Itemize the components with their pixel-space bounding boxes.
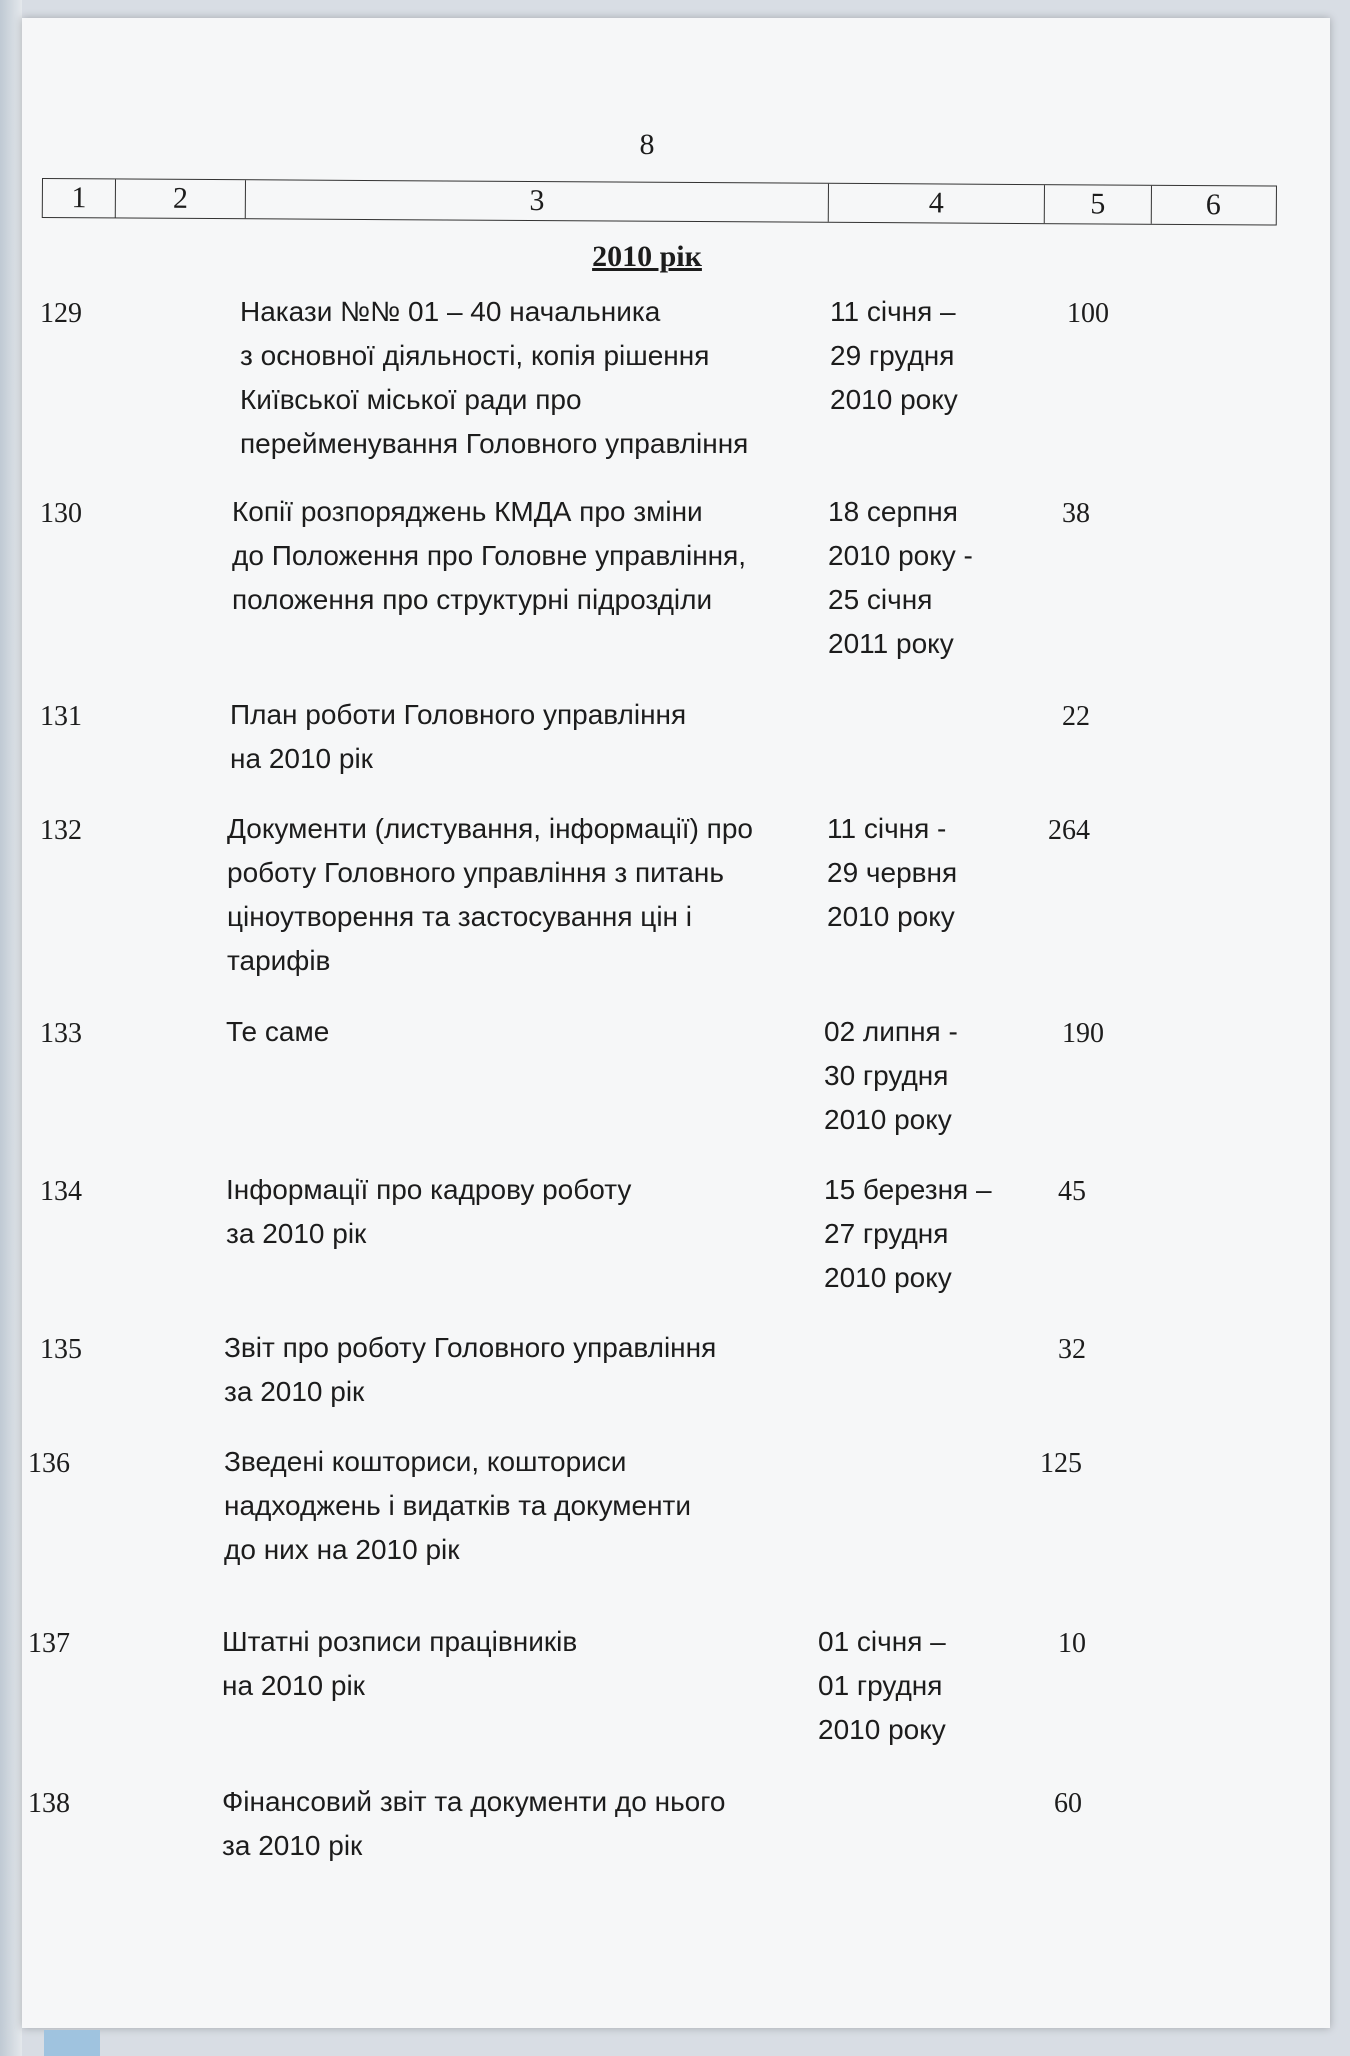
entry-title-line: за 2010 рік [226, 1218, 367, 1249]
entry-number: 136 [28, 1448, 70, 1479]
entry-title-line: Київської міської ради про [240, 384, 582, 415]
entry-sheet-count: 264 [1048, 815, 1090, 846]
entry-title-line: надходжень і видатків та документи [224, 1490, 692, 1521]
entry-number: 134 [40, 1176, 82, 1207]
entry-title [240, 290, 840, 466]
entry-number: 133 [40, 1018, 82, 1049]
entry-title [230, 693, 830, 781]
entry-date-line: 2010 року [818, 1714, 946, 1745]
entry-title-line: на 2010 рік [222, 1670, 365, 1701]
entry-sheet-count: 38 [1062, 498, 1090, 529]
entry-date-line: 2010 року [824, 1262, 952, 1293]
entry-sheet-count: 22 [1062, 701, 1090, 732]
entry-dates [828, 490, 1028, 666]
entry-date-line: 2010 року [827, 901, 955, 932]
entry-date-line: 29 червня [827, 857, 958, 888]
page-number: 8 [639, 128, 655, 161]
entry-dates [830, 290, 1030, 422]
entry-title-line: Фінансовий звіт та документи до нього [222, 1786, 726, 1817]
entry-title-line: ціноутворення та застосування цін і [227, 901, 693, 932]
entry-number: 135 [40, 1334, 82, 1365]
column-header-6: 6 [1205, 188, 1221, 222]
entry-title [226, 1168, 826, 1256]
entry-date-line: 25 січня [828, 584, 933, 615]
inventory-entry [22, 1786, 1272, 1861]
entry-date-line: 11 січня - [827, 813, 947, 844]
entry-date-line: 27 грудня [824, 1218, 949, 1249]
entry-title-line: План роботи Головного управління [230, 699, 687, 730]
inventory-entry [22, 1016, 1272, 1135]
column-header-row [42, 178, 1277, 226]
entry-title-line: за 2010 рік [222, 1830, 363, 1861]
inventory-entry [22, 1174, 1272, 1293]
entry-title-line: Документи (листування, інформації) про [227, 813, 753, 844]
document-page [22, 18, 1330, 2028]
entry-title-line: положення про структурні підрозділи [232, 584, 713, 615]
entry-sheet-count: 60 [1054, 1788, 1082, 1819]
inventory-entry [22, 496, 1272, 659]
entry-date-line: 01 січня – [818, 1626, 946, 1657]
entry-title-line: Звіт про роботу Головного управління [224, 1332, 717, 1363]
entry-dates [824, 1010, 1024, 1142]
entry-title [222, 1620, 822, 1708]
entry-date-line: 01 грудня [818, 1670, 943, 1701]
entry-title-line: до Положення про Головне управління, [232, 540, 747, 571]
entry-title-line: Накази №№ 01 – 40 начальника [240, 296, 661, 327]
entry-number: 130 [40, 498, 82, 529]
entry-sheet-count: 32 [1058, 1334, 1086, 1365]
entry-number: 138 [28, 1788, 70, 1819]
entry-date-line: 29 грудня [830, 340, 955, 371]
entry-title-line: до них на 2010 рік [224, 1534, 460, 1565]
entry-sheet-count: 190 [1062, 1018, 1104, 1049]
entry-sheet-count: 10 [1058, 1628, 1086, 1659]
entry-title-line: Зведені кошториси, кошториси [224, 1446, 627, 1477]
entry-date-line: 11 січня – [830, 296, 956, 327]
entry-title-line: з основної діяльності, копія рішення [240, 340, 710, 371]
inventory-entry [22, 699, 1272, 774]
column-header-5: 5 [1045, 185, 1152, 224]
entry-title-line: Копії розпоряджень КМДА про зміни [232, 496, 703, 527]
entry-date-line: 15 березня – [824, 1174, 992, 1205]
entry-date-line: 2010 року [824, 1104, 952, 1135]
entry-title-line: роботу Головного управління з питань [227, 857, 724, 888]
column-header-2: 2 [116, 179, 246, 218]
bookmark-ribbon [44, 2030, 100, 2056]
column-header-4: 4 [829, 184, 1045, 223]
entry-dates [818, 1620, 1018, 1752]
entry-sheet-count: 125 [1040, 1448, 1082, 1479]
entry-number: 129 [40, 298, 82, 329]
entry-title [232, 490, 832, 622]
inventory-entry [22, 813, 1272, 976]
inventory-entry [22, 296, 1272, 459]
entry-title-line: за 2010 рік [224, 1376, 365, 1407]
section-title: 2010 рік [592, 240, 702, 273]
entry-title-line: на 2010 рік [230, 743, 373, 774]
entry-number: 132 [40, 815, 82, 846]
entry-title-line: Штатні розписи працівників [222, 1626, 578, 1657]
entry-title [226, 1010, 826, 1054]
entry-sheet-count: 45 [1058, 1176, 1086, 1207]
column-header-3: 3 [246, 180, 829, 222]
entry-date-line: 2010 року [830, 384, 958, 415]
entry-dates [824, 1168, 1024, 1300]
entry-title [227, 807, 827, 983]
entry-date-line: 18 серпня [828, 496, 958, 527]
inventory-entry [22, 1446, 1272, 1565]
entry-title [224, 1440, 824, 1572]
entry-date-line: 2011 року [828, 628, 954, 659]
page-edge [0, 0, 22, 2056]
entry-date-line: 30 грудня [824, 1060, 949, 1091]
entry-title-line: Те саме [226, 1016, 330, 1047]
column-header-1: 1 [43, 179, 116, 217]
entry-number: 137 [28, 1628, 70, 1659]
inventory-entry [22, 1332, 1272, 1407]
entry-title-line: тарифів [227, 945, 331, 976]
entry-title [222, 1780, 822, 1868]
entry-title-line: Інформації про кадрову роботу [226, 1174, 632, 1205]
entry-title [224, 1326, 824, 1414]
entry-date-line: 02 липня - [824, 1016, 958, 1047]
entry-title-line: перейменування Головного управління [240, 428, 749, 459]
entry-dates [827, 807, 1027, 939]
entry-date-line: 2010 року - [828, 540, 973, 571]
entry-sheet-count: 100 [1067, 298, 1109, 329]
entry-number: 131 [40, 701, 82, 732]
inventory-entry [22, 1626, 1272, 1745]
